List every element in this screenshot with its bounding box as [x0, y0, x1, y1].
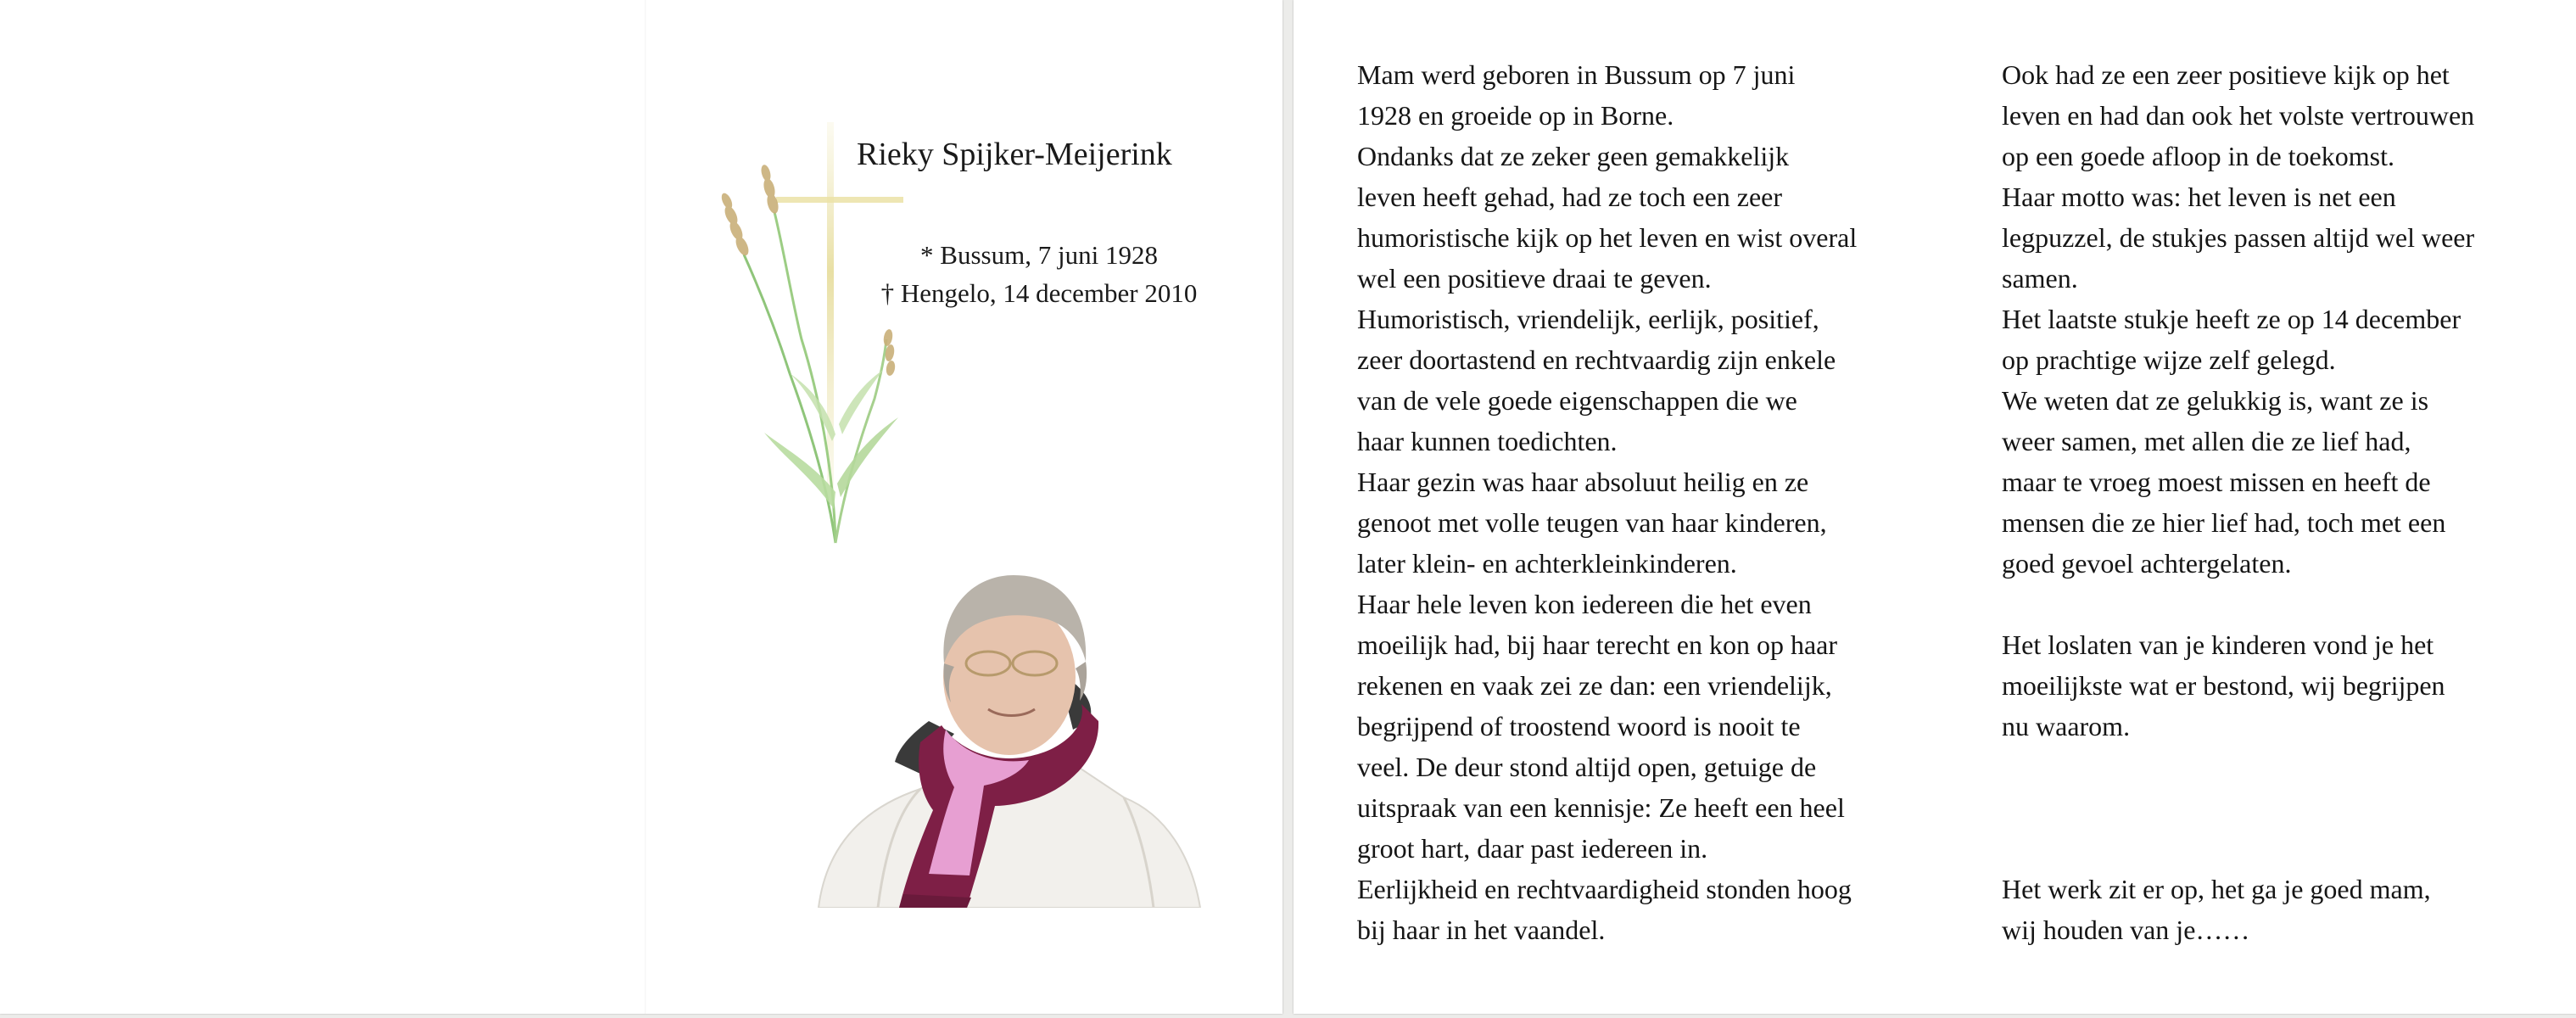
paragraph-together: We weten dat ze gelukkig is, want ze is weer samen, met allen die ze lief had, maar te vroeg moest missen en heeft de mensen die ze hier lief had, toch met een goed gevoel achtergelaten. [2002, 385, 2446, 579]
card-fold-line [645, 0, 646, 1014]
spacer [2002, 584, 2528, 624]
paragraph-farewell: Het werk zit er op, het ga je goed mam, wij houden van je…… [2002, 874, 2431, 945]
paragraph-letting-go: Het loslaten van je kinderen vond je het moeilijkste wat er bestond, wij begrijpen nu waarom. [2002, 629, 2445, 741]
life-dates [848, 236, 1230, 312]
paragraph-life: Ondanks dat ze zeker geen gemakkelijk leven heeft gehad, had ze toch een zeer humoristische kijk op het leven en wist overal wel een positieve draai te geven. [1357, 141, 1858, 294]
death-date: † Hengelo, 14 december 2010 [880, 278, 1198, 308]
portrait-photo [793, 551, 1234, 908]
spacer [2002, 747, 2528, 869]
paragraph-outlook: Ook had ze een zeer positieve kijk op het leven en had dan ook het volste vertrouwen op een goede afloop in de toekomst. [2002, 59, 2475, 171]
paragraph-open-door: Haar hele leven kon iedereen die het even moeilijk had, bij haar terecht en kon op haar rekenen en vaak zei ze dan: een vriendelijk, begrijpend of troostend woord is nooit te veel. De deur stond altijd open, getuige de uitspraak van een kennisje: Ze heeft een heel groot hart, daar past iedereen in. [1357, 589, 1845, 864]
obituary-left-column [1357, 54, 1883, 950]
paragraph-honesty: Eerlijkheid en rechtvaardigheid stonden hoog bij haar in het vaandel. [1357, 874, 1852, 945]
cross-horizontal-beam [776, 197, 903, 203]
cross-wheat-icon [708, 119, 912, 551]
paragraph-motto: Haar motto was: het leven is net een legpuzzel, de stukjes passen altijd wel weer samen. [2002, 182, 2475, 294]
paragraph-birth: Mam werd geboren in Bussum op 7 juni 1928 en groeide op in Borne. [1357, 59, 1796, 131]
deceased-name: Rieky Spijker-Meijerink [857, 137, 1172, 172]
birth-date: * Bussum, 7 juni 1928 [920, 240, 1158, 270]
paragraph-family: Haar gezin was haar absoluut heilig en ze genoot met volle teugen van haar kinderen, later klein- en achterkleinkinderen. [1357, 467, 1827, 579]
paragraph-qualities: Humoristisch, vriendelijk, eerlijk, positief, zeer doortastend en rechtvaardig zijn enkele van de vele goede eigenschappen die we haar kunnen toedichten. [1357, 304, 1836, 456]
paragraph-last-piece: Het laatste stukje heeft ze op 14 december op prachtige wijze zelf gelegd. [2002, 304, 2461, 375]
obituary-right-column [2002, 54, 2528, 950]
